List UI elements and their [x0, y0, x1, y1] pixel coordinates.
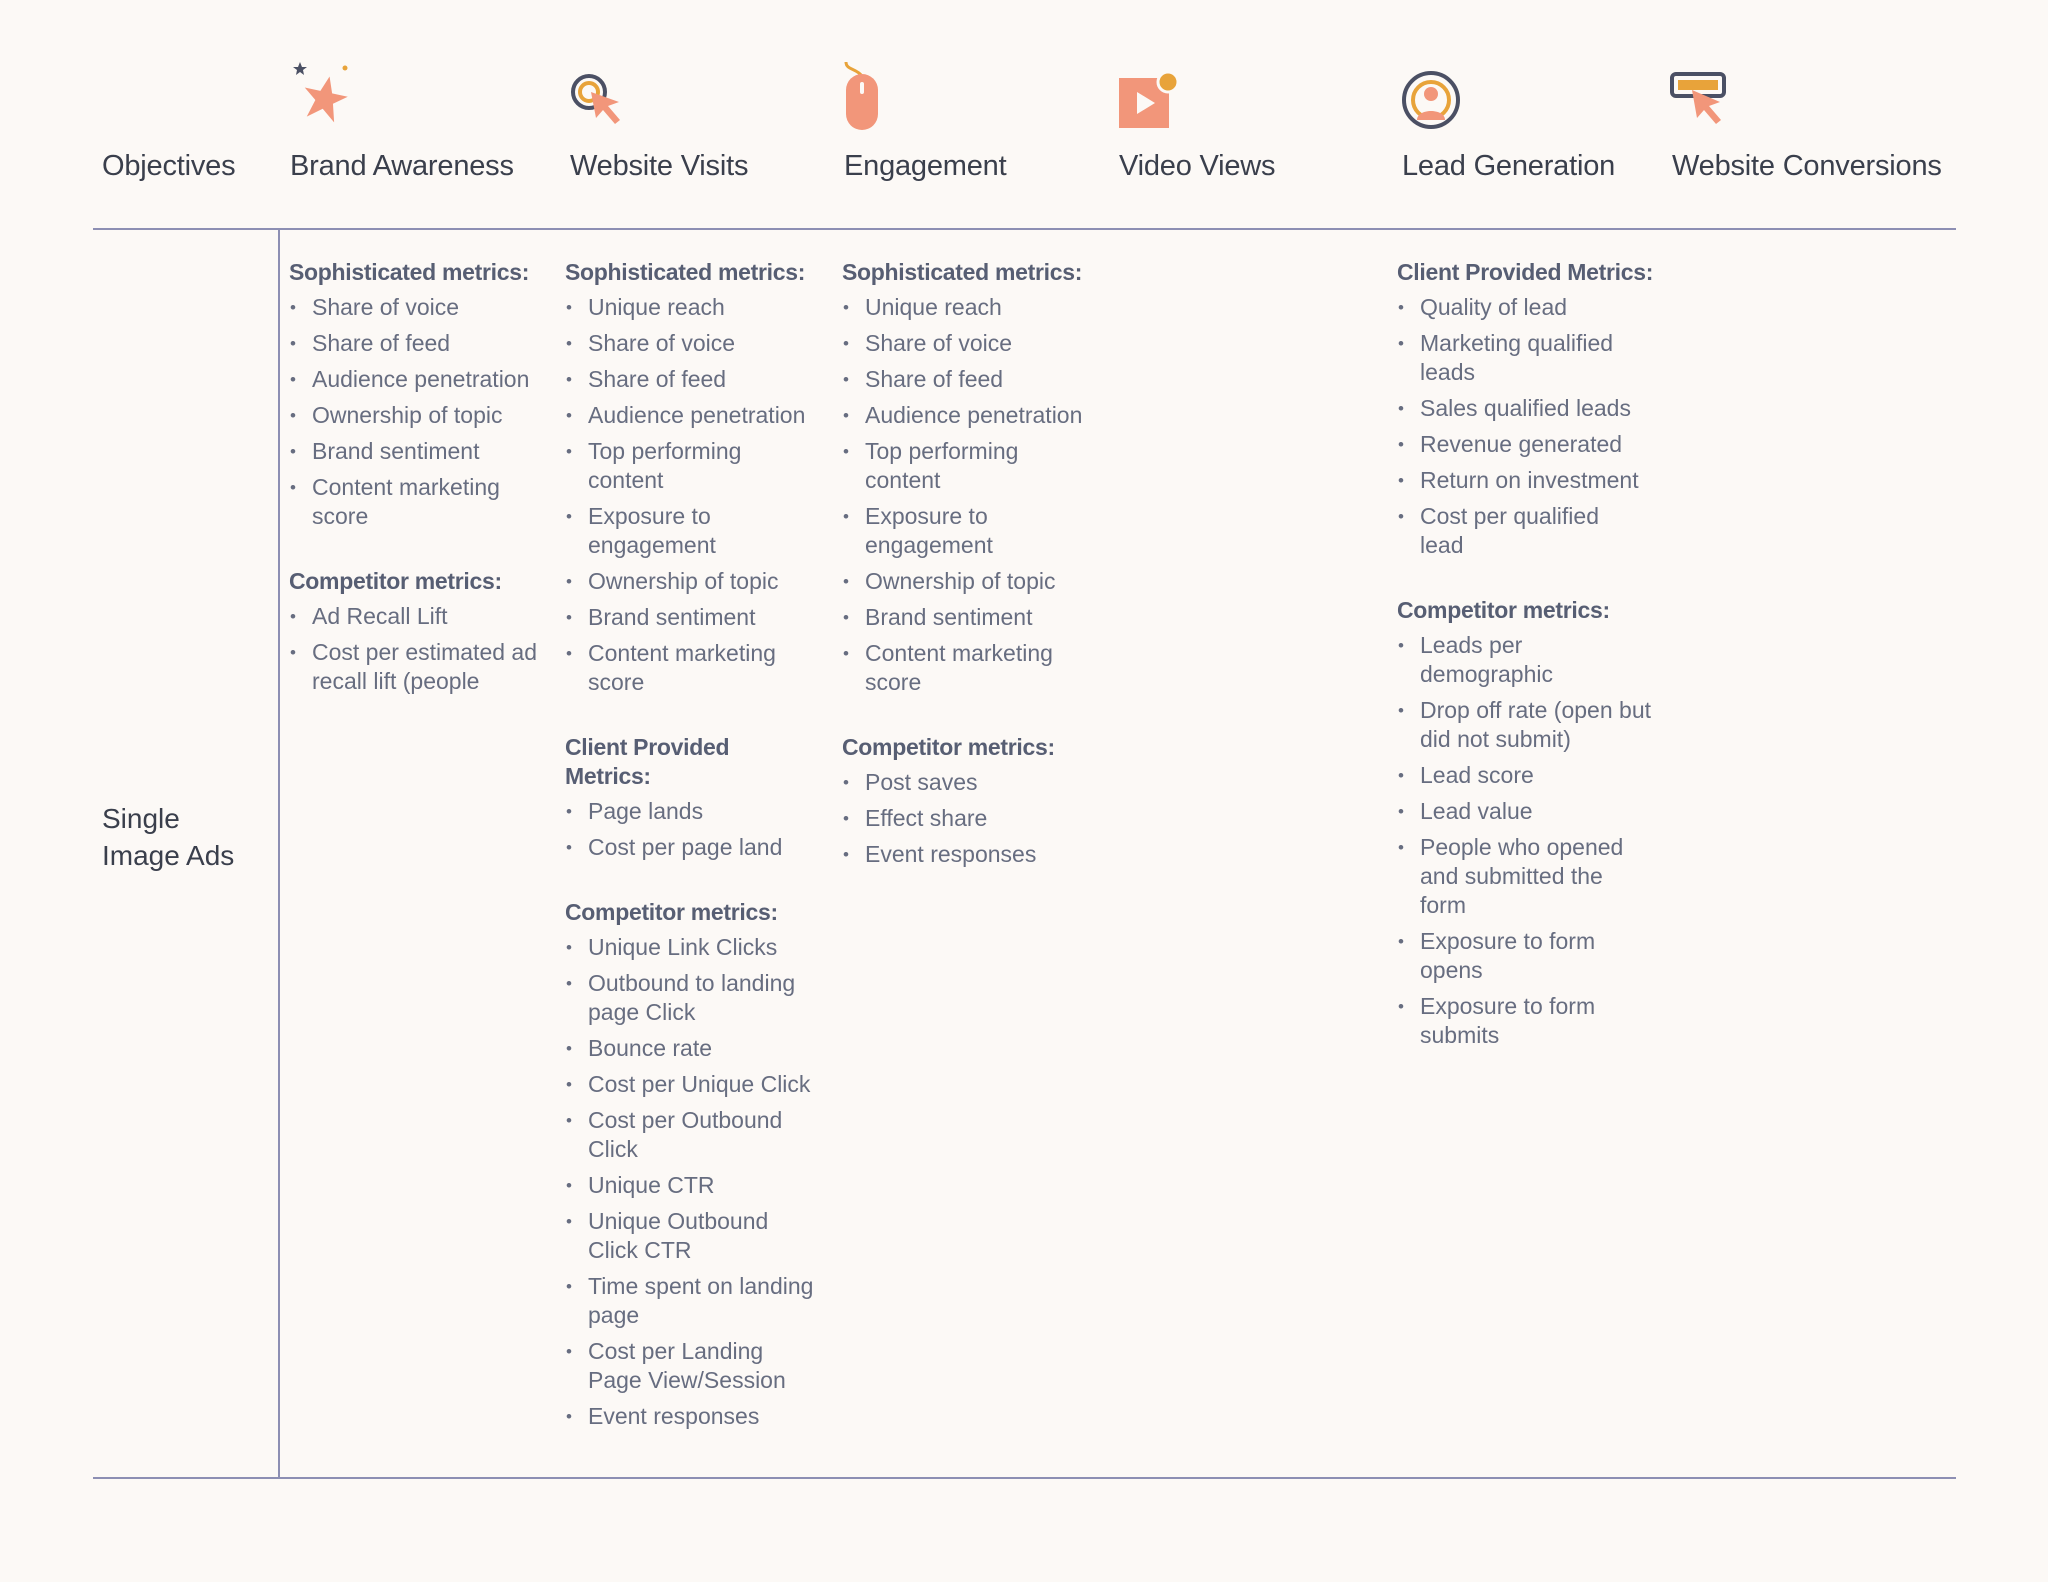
metrics-section	[289, 258, 551, 531]
website-visits-column	[565, 258, 827, 1467]
list-item: • Brand sentiment	[565, 603, 827, 632]
metrics-list	[289, 602, 551, 696]
column-header-website-conversions: Website Conversions	[1672, 150, 1942, 182]
list-item: • Cost per estimated ad recall lift (people	[289, 638, 551, 696]
list-item: • Cost per Landing Page View/Session	[565, 1337, 798, 1395]
column-header-video-views: Video Views	[1119, 150, 1276, 182]
list-item: • Page lands	[565, 797, 827, 826]
list-item: • Ownership of topic	[565, 567, 827, 596]
list-item: • Unique Link Clicks	[565, 933, 827, 962]
metrics-list	[565, 933, 827, 1431]
list-item: • Content marketing score	[842, 639, 1075, 697]
row-label	[102, 800, 234, 874]
list-item: • Post saves	[842, 768, 1104, 797]
column-header-lead-generation: Lead Generation	[1402, 150, 1616, 182]
list-item: • Share of feed	[565, 365, 827, 394]
list-item: • Unique Outbound Click CTR	[565, 1207, 788, 1265]
lead-person-icon	[1395, 58, 1475, 138]
video-play-icon	[1115, 58, 1195, 138]
metrics-section	[565, 258, 827, 697]
list-item: • Leads per demographic	[1397, 631, 1590, 689]
section-title: Competitor metrics:	[1397, 597, 1610, 623]
column-header-engagement: Engagement	[844, 150, 1007, 182]
list-item: • Event responses	[565, 1402, 827, 1431]
metrics-section	[1397, 258, 1667, 560]
list-item: • Marketing qualified leads	[1397, 329, 1645, 387]
list-item: • Share of voice	[842, 329, 1104, 358]
list-item: • Audience penetration	[289, 365, 551, 394]
metrics-section	[842, 733, 1104, 869]
list-item: • Effect share	[842, 804, 1104, 833]
table-bottom-divider	[93, 1477, 1956, 1479]
list-item: • Unique reach	[565, 293, 827, 322]
list-item: • Quality of lead	[1397, 293, 1667, 322]
list-item: • Sales qualified leads	[1397, 394, 1667, 423]
list-item: • Brand sentiment	[289, 437, 551, 466]
metrics-section	[289, 567, 551, 696]
metrics-list	[842, 293, 1104, 697]
list-item: • Lead score	[1397, 761, 1667, 790]
list-item: • Exposure to form opens	[1397, 927, 1610, 985]
list-item: • Audience penetration	[842, 401, 1104, 430]
metrics-list	[565, 293, 827, 697]
section-title: Client Provided Metrics:	[1397, 259, 1654, 285]
section-title: Competitor metrics:	[565, 899, 778, 925]
section-title: Sophisticated metrics:	[842, 259, 1083, 285]
objectives-header: Objectives	[102, 150, 236, 182]
header-divider	[93, 228, 1956, 230]
list-item: • Ownership of topic	[842, 567, 1104, 596]
list-item: • Top performing content	[565, 437, 768, 495]
list-item: • People who opened and submitted the form	[1397, 833, 1635, 920]
section-title: Client Provided Metrics:	[565, 734, 730, 789]
list-item: • Audience penetration	[565, 401, 827, 430]
list-item: • Exposure to engagement	[565, 502, 768, 560]
metrics-list	[289, 293, 551, 531]
list-item: • Cost per page land	[565, 833, 827, 862]
metrics-section	[565, 898, 827, 1431]
list-item: • Return on investment	[1397, 466, 1667, 495]
list-item: • Revenue generated	[1397, 430, 1667, 459]
mouse-icon	[836, 58, 916, 138]
list-item: • Drop off rate (open but did not submit)	[1397, 696, 1675, 754]
list-item: • Cost per qualified lead	[1397, 502, 1635, 560]
list-item: • Ad Recall Lift	[289, 602, 551, 631]
list-item: • Cost per Outbound Click	[565, 1106, 818, 1164]
list-item: • Exposure to form submits	[1397, 992, 1610, 1050]
list-item: • Cost per Unique Click	[565, 1070, 827, 1099]
section-title: Sophisticated metrics:	[289, 259, 530, 285]
list-item: • Content marketing score	[289, 473, 502, 531]
star-icon	[285, 58, 365, 138]
list-item: • Unique CTR	[565, 1171, 827, 1200]
list-item: • Exposure to engagement	[842, 502, 1045, 560]
list-item: • Brand sentiment	[842, 603, 1104, 632]
row-label-line1: Single	[102, 803, 180, 834]
list-item: • Share of feed	[842, 365, 1104, 394]
list-item: • Event responses	[842, 840, 1104, 869]
list-item: • Outbound to landing page Click	[565, 969, 818, 1027]
row-label-divider	[278, 229, 280, 1479]
lead-generation-column	[1397, 258, 1667, 1086]
brand-awareness-column	[289, 258, 551, 732]
list-item: • Share of voice	[289, 293, 551, 322]
section-title: Sophisticated metrics:	[565, 259, 806, 285]
list-item: • Top performing content	[842, 437, 1045, 495]
list-item: • Ownership of topic	[289, 401, 551, 430]
list-item: • Time spent on landing page	[565, 1272, 828, 1330]
engagement-column	[842, 258, 1104, 905]
metrics-list	[842, 768, 1104, 869]
metrics-list	[1397, 293, 1667, 560]
target-cursor-icon	[565, 58, 645, 138]
list-item: • Content marketing score	[565, 639, 798, 697]
conversion-cursor-icon	[1668, 58, 1748, 138]
row-label-line2: Image Ads	[102, 840, 235, 871]
list-item: • Unique reach	[842, 293, 1104, 322]
list-item: • Lead value	[1397, 797, 1667, 826]
metrics-list	[1397, 631, 1667, 1050]
list-item: • Share of feed	[289, 329, 551, 358]
metrics-section	[1397, 596, 1667, 1050]
metrics-section	[565, 733, 827, 862]
metrics-list	[565, 797, 827, 862]
metrics-section	[842, 258, 1104, 697]
section-title: Competitor metrics:	[289, 568, 502, 594]
section-title: Competitor metrics:	[842, 734, 1055, 760]
list-item: • Share of voice	[565, 329, 827, 358]
column-header-brand-awareness: Brand Awareness	[290, 150, 514, 182]
list-item: • Bounce rate	[565, 1034, 827, 1063]
column-header-website-visits: Website Visits	[570, 150, 749, 182]
